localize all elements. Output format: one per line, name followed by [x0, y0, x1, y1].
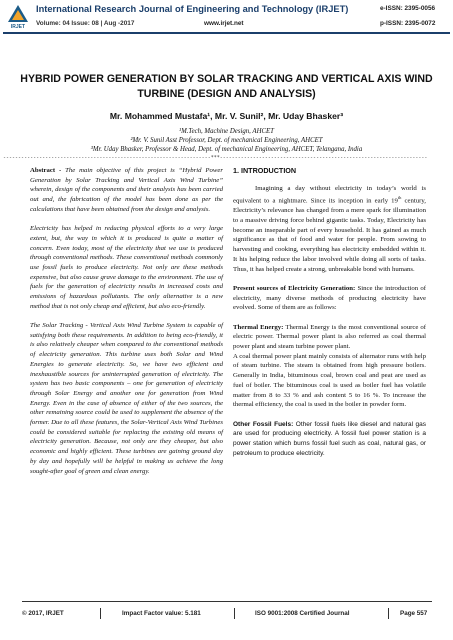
footer-iso: ISO 9001:2008 Certified Journal — [255, 610, 350, 617]
fossil-label: Other Fossil Fuels: — [233, 420, 294, 428]
journal-logo — [7, 4, 29, 24]
footer-divider — [22, 601, 432, 602]
affiliation-1: ¹M.Tech, Machine Design, AHCET — [179, 128, 274, 135]
abstract-paragraph-2: Electricity has helped in reducing physical efforts to a very large extent, but, the way in which it is produced is quite a matter of concern. Even today, most of the electricity that we use is produced through conventional methods. These conventional methods commonly use fossil fuels to produce electricity. Not only are these methods expensive, but also cause grave damage to the environment. The use of fuels for the generation of electricity results in increased costs and emissions of hazardous pollutants. The only alternative is a new method that is not only cheap and efficient, but also eco-friendly. — [30, 225, 223, 310]
ordinal-suffix: th — [397, 195, 402, 201]
thermal-paragraph — [233, 323, 426, 352]
intro-text-b: century, Electricity’s relevance has changed from a mere spark for illumination to a massive driving force behind gigantic tasks. Today, Electricity has become an inseparable part of every household. It has gained as much significance as that of food and water for people. From sowing to harvesting and cooking, everything has electricity embedded within it. It his helping reduce the labor involved while doing all sorts of tasks. Thus, it has helped create a strong, unbreakable bond with humans. — [233, 197, 426, 273]
thermal-text: Thermal Energy is the most conventional source of electric power. Thermal power plant is also referred as coal thermal power plant and steam turbine power plant. — [233, 323, 427, 350]
abstract-paragraph-1 — [30, 166, 223, 215]
intro-text-a: Imagining a day without electricity in today’s world is equivalent to a nightmare. Since its inception in early 19 — [233, 184, 426, 205]
sources-text: Since the introduction of electricity, many diverse methods of producing electricity have evolved. Some of them are as follows: — [233, 284, 426, 312]
abstract-column — [30, 166, 223, 486]
thermal-label: Thermal Energy: — [233, 323, 284, 331]
footer-impact-factor: Impact Factor value: 5.181 — [122, 610, 201, 617]
introduction-paragraph — [233, 184, 426, 275]
abstract-text-1: The main objective of this project is “Hybrid Power Generation by Solar Tracking and Vertical Axis Wind Turbine” wherein, design of the components and their analysis has been carried out and, the fabrication of the model has been done as per the calculations that have been obtained from the design and analysis. — [30, 167, 223, 213]
logo-text: IRJET — [10, 24, 26, 30]
footer-separator — [100, 608, 101, 619]
abstract-label: Abstract - — [30, 167, 62, 174]
author-list: Mr. Mohammed Mustafa¹, Mr. V. Sunil², Mr. Uday Bhasker³ — [109, 111, 344, 121]
journal-website: www.irjet.net — [204, 20, 244, 27]
thermal-paragraph-2: A coal thermal power plant mainly consists of alternator runs with help of steam turbine. The steam is obtained from high pressure boilers. Generally in India, bituminous coal, brown coal and peat are used as fuel of boiler. The bituminous coal is used as boiler fuel has volatile matter from 8 to 33 % and ash content 5 to 16 %. To increase the thermal efficiency, the coal is used in the boiler in powder form. — [233, 352, 426, 409]
e-issn: e-ISSN: 2395-0056 — [380, 5, 436, 12]
header-divider — [3, 32, 450, 34]
sources-label: Present sources of Electricity Generation: — [233, 284, 356, 292]
footer-separator — [234, 608, 235, 619]
journal-title: International Research Journal of Engineering and Technology (IRJET) — [36, 4, 349, 14]
introduction-column — [233, 166, 426, 468]
footer-copyright: © 2017, IRJET — [22, 610, 64, 617]
volume-issue: Volume: 04 Issue: 08 | Aug -2017 — [36, 20, 135, 27]
affiliation-2: ²Mr. V. Sunil Asst Professor, Dept. of mechanical Engineering, AHCET — [130, 137, 323, 144]
footer-page-number: Page 557 — [400, 610, 428, 617]
footer-separator — [388, 608, 389, 619]
paper-title: HYBRID POWER GENERATION BY SOLAR TRACKING AND VERTICAL AXIS WIND TURBINE (DESIGN AND ANALYSIS) — [20, 73, 433, 100]
affiliation-3: ³Mr. Uday Bhasker, Professor & Head, Dept. of mechanical Engineering, AHCET, Telangana, India — [90, 146, 363, 153]
sources-paragraph — [233, 284, 426, 313]
abstract-paragraph-3: The Solar Tracking - Vertical Axis Wind Turbine System is capable of satisfying both these requirements. In addition to being eco-friendly, it is also relatively cheaper when compared to the conventional methods of electricity generation. This turbine uses both Solar and Wind Energies to generate electricity. So, we have two efficient and inexhaustible sources for uninterrupted generation of electricity. The system has two basic components – one for generation of electricity through Solar Energy and another one for generation from Wind Energy. Even in the case of absence of either of the two sources, the other remaining source could be used to supplement the absence of the former. Due to all these features, the Solar-Vertical Axis Wind Turbines could be considered suitable for replacing the existing old means of electricity generation. Because, not only are they cheaper, but also economic and highly efficient. These turbines are gaining ground day by day and hopefully will be helpful in making us achieve the long sought-after goal of green and clean energy. — [30, 322, 223, 475]
fossil-text: Other fossil fuels like diesel and natural gas are used for producing electricity. A fossil fuel power station is a power station which burns fossil fuel such as coal, natural gas, or petroleum to produce electricity. — [233, 420, 426, 457]
introduction-heading: 1. INTRODUCTION — [233, 166, 297, 175]
p-issn: p-ISSN: 2395-0072 — [380, 20, 436, 27]
section-separator: ---------------------------------------------------------------------***--------------------------------------------------------------------- — [3, 155, 428, 161]
fossil-paragraph — [233, 420, 426, 459]
